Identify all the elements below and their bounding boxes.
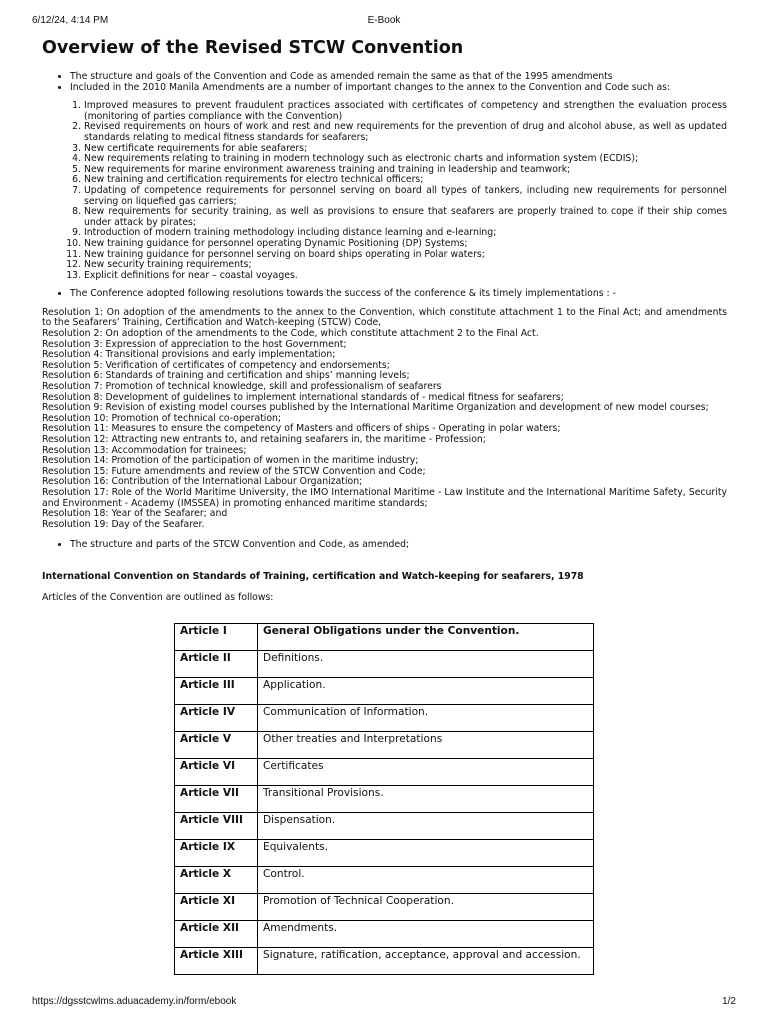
resolution-item: Resolution 7: Promotion of technical knowledge, skill and professionalism of seafarers <box>42 381 442 393</box>
resolution-item: Resolution 12: Attracting new entrants to, and retaining seafarers in, the maritime - Profession; <box>42 434 486 445</box>
print-timestamp: 6/12/24, 4:14 PM <box>32 15 109 26</box>
table-row <box>175 759 594 786</box>
resolution-item: Resolution 8: Development of guidelines to implement international standards of - medical fitness for seafarers; <box>42 391 564 403</box>
article-title: Promotion of Technical Cooperation. <box>258 894 594 921</box>
intro-bullets <box>42 72 727 93</box>
page-number: 1/2 <box>722 996 736 1007</box>
table-row <box>175 678 594 705</box>
resolution-item: Resolution 4: Transitional provisions and early implementation; <box>42 349 336 361</box>
article-title: Other treaties and Interpretations <box>258 732 594 759</box>
change-item: 5. New requirements for marine environment awareness training and training in leadership and teamwork; <box>84 165 727 176</box>
article-number: Article VI <box>175 759 258 786</box>
table-row <box>175 624 594 651</box>
table-row <box>175 921 594 948</box>
table-row <box>175 894 594 921</box>
change-item: 10. New training guidance for personnel operating Dynamic Positioning (DP) Systems; <box>84 239 727 250</box>
conference-bullet: • The Conference adopted following resolutions towards the success of the conference & its timely implementations : - <box>70 289 727 300</box>
change-item: 3. New certificate requirements for able seafarers; <box>84 144 727 155</box>
resolution-item: Resolution 17: Role of the World Maritime University, the IMO International Maritime - Law Institute and the International Maritime Safety, Security and Environment - Academy (IMSSEA) in promoting enhanced maritime standards; <box>42 486 727 509</box>
change-item: 8. New requirements for security training, as well as provisions to ensure that seafarers are properly trained to cope if their ship comes under attack by pirates; <box>84 207 727 228</box>
resolution-item: Resolution 1: On adoption of the amendments to the annex to the Convention, which constitute attachment 1 to the Final Act; and amendments to the Seafarers’ Training, Certification and Watch-keeping (STCW) Code, <box>42 306 727 329</box>
table-row <box>175 732 594 759</box>
article-number: Article XIII <box>175 948 258 975</box>
change-item: 1. Improved measures to prevent fraudulent practices associated with certificates of competency and strengthen the evaluation process (monitoring of parties compliance with the Convention) <box>84 101 727 122</box>
article-title: Control. <box>258 867 594 894</box>
article-title: Equivalents. <box>258 840 594 867</box>
article-title: Certificates <box>258 759 594 786</box>
resolution-item: Resolution 5: Verification of certificates of competency and endorsements; <box>42 359 390 371</box>
article-title: General Obligations under the Convention. <box>258 624 594 651</box>
change-item: 12. New security training requirements; <box>84 260 727 271</box>
articles-intro: Articles of the Convention are outlined as follows: <box>42 591 274 603</box>
table-row <box>175 705 594 732</box>
article-title: Communication of Information. <box>258 705 594 732</box>
article-number: Article II <box>175 651 258 678</box>
resolution-item: Resolution 9: Revision of existing model courses published by the International Maritime Organization and development of new model courses; <box>42 402 709 414</box>
article-number: Article V <box>175 732 258 759</box>
change-item: 9. Introduction of modern training methodology including distance learning and e-learning; <box>84 228 727 239</box>
resolution-item: Resolution 18: Year of the Seafarer; and <box>42 508 228 520</box>
article-title: Definitions. <box>258 651 594 678</box>
article-title: Amendments. <box>258 921 594 948</box>
articles-table <box>174 623 594 975</box>
document-body <box>42 38 727 603</box>
change-item: 2. Revised requirements on hours of work and rest and new requirements for the prevention of drug and alcohol abuse, as well as updated standards relating to medical fitness standards for seafarers; <box>84 122 727 143</box>
article-title: Transitional Provisions. <box>258 786 594 813</box>
changes-list <box>42 101 727 281</box>
table-row <box>175 867 594 894</box>
article-number: Article XII <box>175 921 258 948</box>
article-number: Article IV <box>175 705 258 732</box>
resolution-item: Resolution 10: Promotion of technical co-operation; <box>42 412 282 424</box>
resolution-item: Resolution 14: Promotion of the participation of women in the maritime industry; <box>42 455 419 467</box>
table-row <box>175 651 594 678</box>
conference-bullet-list <box>42 289 727 300</box>
table-row <box>175 813 594 840</box>
change-item: 7. Updating of competence requirements for personnel serving on board all types of tankers, including new requirements for personnel serving on liquefied gas carriers; <box>84 186 727 207</box>
intro-bullet: • Included in the 2010 Manila Amendments are a number of important changes to the annex to the Convention and Code such as: <box>70 83 727 94</box>
resolution-item: Resolution 11: Measures to ensure the competency of Masters and officers of ships - Operating in polar waters; <box>42 423 561 435</box>
intro-bullet: • The structure and goals of the Convention and Code as amended remain the same as that of the 1995 amendments <box>70 72 727 83</box>
page-title: Overview of the Revised STCW Convention <box>42 38 464 58</box>
resolutions-list <box>42 308 727 530</box>
article-number: Article I <box>175 624 258 651</box>
article-title: Signature, ratification, acceptance, approval and accession. <box>258 948 594 975</box>
change-item: 13. Explicit definitions for near – coastal voyages. <box>84 271 727 282</box>
article-title: Dispensation. <box>258 813 594 840</box>
article-number: Article IX <box>175 840 258 867</box>
structure-bullet: • The structure and parts of the STCW Convention and Code, as amended; <box>70 540 727 551</box>
resolution-item: Resolution 2: On adoption of the amendments to the Code, which constitute attachment 2 to the Final Act. <box>42 328 539 340</box>
article-number: Article VIII <box>175 813 258 840</box>
resolution-item: Resolution 15: Future amendments and review of the STCW Convention and Code; <box>42 465 426 477</box>
resolution-item: Resolution 6: Standards of training and certification and ships’ manning levels; <box>42 370 410 382</box>
print-page-title: E-Book <box>367 15 401 26</box>
article-number: Article XI <box>175 894 258 921</box>
resolution-item: Resolution 16: Contribution of the International Labour Organization; <box>42 476 363 488</box>
resolution-item: Resolution 13: Accommodation for trainees; <box>42 444 247 456</box>
change-item: 4. New requirements relating to training in modern technology such as electronic charts and information system (ECDIS); <box>84 154 727 165</box>
table-row <box>175 948 594 975</box>
article-number: Article X <box>175 867 258 894</box>
article-number: Article III <box>175 678 258 705</box>
change-item: 11. New training guidance for personnel serving on board ships operating in Polar waters; <box>84 250 727 261</box>
article-number: Article VII <box>175 786 258 813</box>
table-row <box>175 840 594 867</box>
resolution-item: Resolution 19: Day of the Seafarer. <box>42 518 205 530</box>
page-url: https://dgsstcwlms.aduacademy.in/form/ebook <box>32 996 237 1007</box>
convention-heading: International Convention on Standards of Training, certification and Watch-keeping for seafarers, 1978 <box>42 570 584 582</box>
structure-bullet-list <box>42 540 727 551</box>
table-row <box>175 786 594 813</box>
article-title: Application. <box>258 678 594 705</box>
resolution-item: Resolution 3: Expression of appreciation to the host Government; <box>42 338 347 350</box>
change-item: 6. New training and certification requirements for electro technical officers; <box>84 175 727 186</box>
